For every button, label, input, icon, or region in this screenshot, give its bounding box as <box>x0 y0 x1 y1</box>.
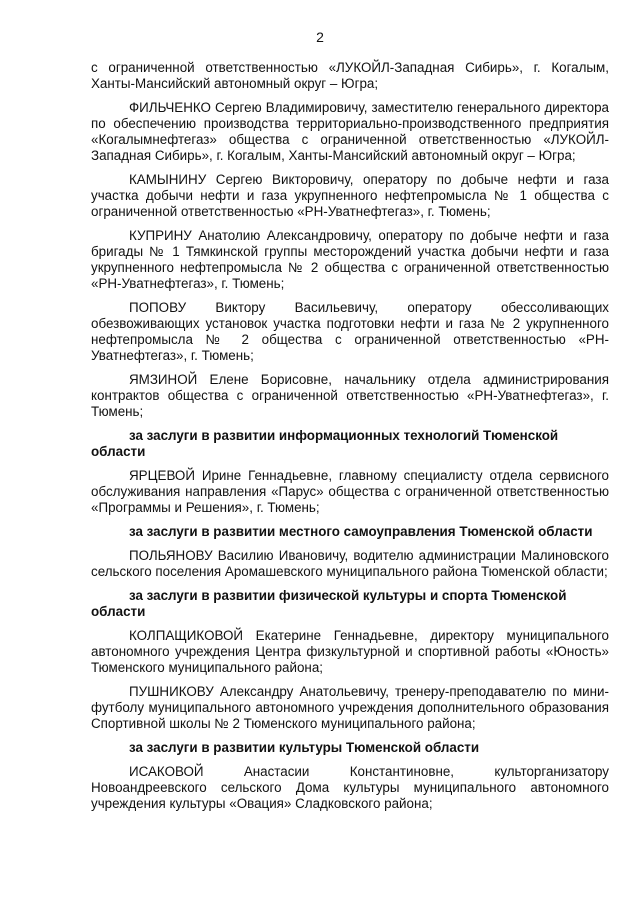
award-entry: ИСАКОВОЙ Анастасии Константиновне, культорганизатору Новоандреевского сельского Дома культуры муниципального автономного учреждения культуры «Овация» Сладковского района; <box>91 764 609 811</box>
paragraph-continuation: с ограниченной ответственностью «ЛУКОЙЛ-Западная Сибирь», г. Когалым, Ханты-Мансийский автономный округ – Югра; <box>91 60 609 91</box>
award-entry: КОЛПАЩИКОВОЙ Екатерине Геннадьевне, директору муниципального автономного учреждения Центра физкультурной и спортивной работы «Юность» Тюменского муниципального района; <box>91 628 609 675</box>
section-heading: за заслуги в развитии местного самоуправления Тюменской области <box>129 524 593 539</box>
section-heading: за заслуги в развитии информационных технологий Тюменской области <box>91 428 559 459</box>
award-entry: ЯРЦЕВОЙ Ирине Геннадьевне, главному специалисту отдела сервисного обслуживания направления «Парус» общества с ограниченной ответственностью «Программы и Решения», г. Тюмень; <box>91 468 609 515</box>
award-entry: ПУШНИКОВУ Александру Анатольевичу, тренеру-преподавателю по мини-футболу муниципального автономного учреждения дополнительного образования Спортивной школы № 2 Тюменского муниципального района; <box>91 684 609 731</box>
award-entry: ПОПОВУ Виктору Васильевичу, оператору обессоливающих обезвоживающих установок участка подготовки нефти и газа № 2 укрупненного нефтепромысла № 2 общества с ограниченной ответственностью «РН-Уватнефтегаз», г. Тюмень; <box>91 300 609 363</box>
section-heading: за заслуги в развитии физической культуры и спорта Тюменской области <box>91 588 567 619</box>
document-body <box>91 60 609 820</box>
page-number: 2 <box>316 29 324 45</box>
award-entry: ФИЛЬЧЕНКО Сергею Владимировичу, заместителю генерального директора по обеспечению производства территориально-производственного предприятия «Когалымнефтегаз» общества с ограниченной ответственностью «ЛУКОЙЛ-Западная Сибирь», г. Когалым, Ханты-Мансийский автономный округ – Югра; <box>91 100 609 163</box>
award-entry: ПОЛЬЯНОВУ Василию Ивановичу, водителю администрации Малиновского сельского поселения Аромашевского муниципального района Тюменской области; <box>91 548 609 579</box>
award-entry: КАМЫНИНУ Сергею Викторовичу, оператору по добыче нефти и газа участка добычи нефти и газа укрупненного нефтепромысла № 1 общества с ограниченной ответственностью «РН-Уватнефтегаз», г. Тюмень; <box>91 172 609 219</box>
award-entry: КУПРИНУ Анатолию Александровичу, оператору по добыче нефти и газа бригады № 1 Тямкинской группы месторождений участка добычи нефти и газа укрупненного нефтепромысла № 2 общества с ограниченной ответственностью «РН-Уватнефтегаз», г. Тюмень; <box>91 228 609 291</box>
section-heading: за заслуги в развитии культуры Тюменской области <box>129 740 480 755</box>
award-entry: ЯМЗИНОЙ Елене Борисовне, начальнику отдела администрирования контрактов общества с ограниченной ответственностью «РН-Уватнефтегаз», г. Тюмень; <box>91 372 609 419</box>
